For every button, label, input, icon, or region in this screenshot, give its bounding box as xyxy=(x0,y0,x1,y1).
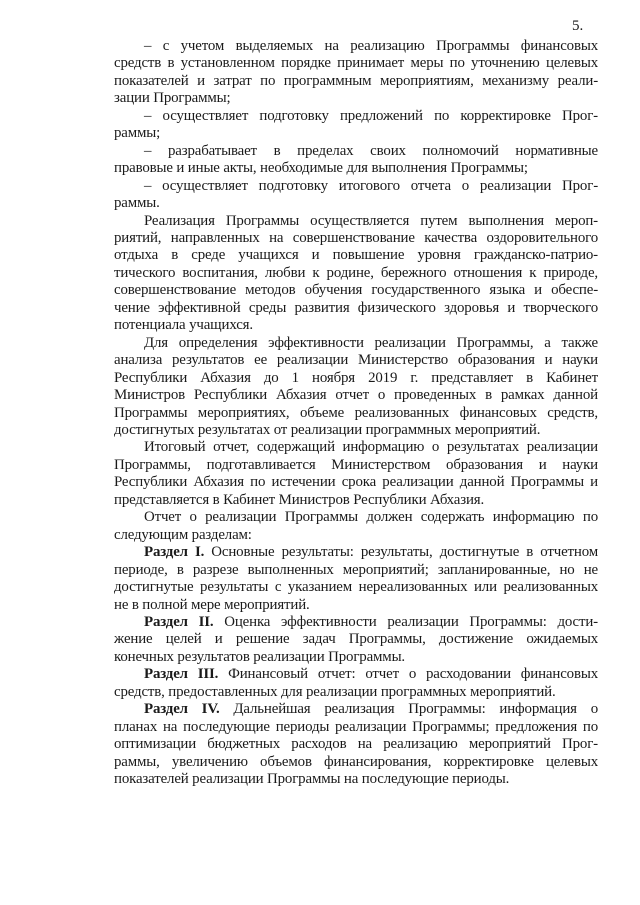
paragraph xyxy=(114,335,598,440)
text-line xyxy=(114,666,598,683)
line-text: – осуществляет подготовку итогового отчета о реализации Прог- xyxy=(144,177,598,194)
text-line xyxy=(114,492,598,509)
line-text: конечных результатов реализации Программы. xyxy=(114,648,406,665)
line-text: средств в установленном порядке принимает меры по уточнению целевых xyxy=(114,55,598,72)
text-line xyxy=(114,370,598,387)
text-line xyxy=(114,230,598,247)
paragraph xyxy=(114,178,598,213)
line-text: совершенствование методов обучения государственного языка и обеспе- xyxy=(114,282,598,299)
text-line xyxy=(114,195,598,212)
text-line xyxy=(114,125,598,142)
line-text: раммы; xyxy=(114,125,161,142)
text-line xyxy=(114,649,598,666)
line-text: Для определения эффективности реализации Программы, а также xyxy=(144,334,598,351)
paragraph xyxy=(114,213,598,335)
text-line xyxy=(114,439,598,456)
text-line xyxy=(114,90,598,107)
line-text: правовые и иные акты, необходимые для выполнения Программы; xyxy=(114,160,528,177)
text-line xyxy=(114,614,598,631)
line-text: жение целей и решение задач Программы, достижение ожидаемых xyxy=(114,631,598,648)
line-text: риятий, направленных на совершенствование качества оздоровительного xyxy=(114,229,598,246)
text-line xyxy=(114,684,598,701)
line-text: Министров Республики Абхазия отчет о проведенных в рамках данной xyxy=(114,387,598,404)
line-text: анализа результатов ее реализации Министерство образования и науки xyxy=(114,352,598,369)
text-line xyxy=(114,178,598,195)
text-line xyxy=(114,562,598,579)
text-line xyxy=(114,405,598,422)
line-text: Дальнейшая реализация Программы: информация о xyxy=(219,701,598,718)
text-line xyxy=(114,213,598,230)
text-line xyxy=(114,771,598,788)
line-text: – разрабатывает в пределах своих полномочий нормативные xyxy=(144,142,598,159)
page-number: 5. xyxy=(572,18,584,34)
text-line xyxy=(114,38,598,55)
line-text: – с учетом выделяемых на реализацию Программы финансовых xyxy=(144,38,598,54)
text-line xyxy=(114,265,598,282)
line-text: планах на последующие периоды реализации Программы; предложения по xyxy=(114,718,598,735)
section-heading: Раздел IV. xyxy=(144,701,220,718)
section-heading: Раздел I. xyxy=(144,544,205,561)
line-text: потенциала учащихся. xyxy=(114,317,253,334)
line-text: Республики Абхазия до 1 ноября 2019 г. представляет в Кабинет xyxy=(114,369,598,386)
line-text: Республики Абхазия по истечении срока реализации данной Программы и xyxy=(114,474,598,491)
line-text: Программы мероприятиях, объеме реализованных финансовых средств, xyxy=(114,404,598,421)
text-line xyxy=(114,544,598,561)
text-line xyxy=(114,335,598,352)
line-text: периоде, в разрезе выполненных мероприятий; запланированные, но не xyxy=(114,561,598,578)
text-line xyxy=(114,597,598,614)
paragraph xyxy=(114,143,598,178)
line-text: следующим разделам: xyxy=(114,526,252,543)
line-text: представляется в Кабинет Министров Республики Абхазия. xyxy=(114,491,485,508)
text-line xyxy=(114,527,598,544)
text-line xyxy=(114,352,598,369)
text-line xyxy=(114,631,598,648)
text-line xyxy=(114,73,598,90)
text-line xyxy=(114,55,598,72)
text-line xyxy=(114,317,598,334)
section-heading: Раздел II. xyxy=(144,613,214,630)
line-text: отдыха в среде учащихся и повышение уровня гражданско-патрио- xyxy=(114,247,598,264)
line-text: Реализация Программы осуществляется путем выполнения мероп- xyxy=(144,212,598,229)
line-text: чение эффективной среды развития физического здоровья и творческого xyxy=(114,299,598,316)
line-text: показателей реализации Программы на последующие периоды. xyxy=(114,771,510,788)
paragraph xyxy=(114,544,598,614)
line-text: – осуществляет подготовку предложений по корректировке Прог- xyxy=(144,107,598,124)
paragraph xyxy=(114,38,598,108)
line-text: раммы. xyxy=(114,195,160,212)
text-line xyxy=(114,701,598,718)
text-line xyxy=(114,457,598,474)
line-text: достигнутых результатах от реализации программных мероприятий. xyxy=(114,421,541,438)
line-text: средств, предоставленных для реализации программных мероприятий. xyxy=(114,683,556,700)
line-text: Оценка эффективности реализации Программы: дости- xyxy=(213,613,598,630)
line-text: зации Программы; xyxy=(114,90,231,107)
paragraph xyxy=(114,509,598,544)
document-body xyxy=(114,38,598,788)
text-line xyxy=(114,422,598,439)
paragraph xyxy=(114,701,598,788)
line-text: Итоговый отчет, содержащий информацию о результатах реализации xyxy=(144,439,598,456)
text-line xyxy=(114,387,598,404)
paragraph xyxy=(114,439,598,509)
line-text: раммы, увеличению объемов финансирования, корректировке целевых xyxy=(114,753,598,770)
line-text: не в полной мере мероприятий. xyxy=(114,596,310,613)
line-text: Финансовый отчет: отчет о расходовании финансовых xyxy=(218,666,598,683)
text-line xyxy=(114,719,598,736)
text-line xyxy=(114,579,598,596)
text-line xyxy=(114,754,598,771)
line-text: оптимизации бюджетных расходов на реализацию мероприятий Прог- xyxy=(114,736,598,753)
text-line xyxy=(114,143,598,160)
line-text: Отчет о реализации Программы должен содержать информацию по xyxy=(144,509,598,526)
text-line xyxy=(114,509,598,526)
line-text: достигнутые результаты с указанием нереализованных или реализованных xyxy=(114,579,598,596)
text-line xyxy=(114,108,598,125)
text-line xyxy=(114,247,598,264)
line-text: Основные результаты: результаты, достигнутые в отчетном xyxy=(204,544,598,561)
text-line xyxy=(114,282,598,299)
line-text: показателей и затрат по программным мероприятиям, механизму реали- xyxy=(114,72,598,89)
paragraph xyxy=(114,108,598,143)
line-text: тического воспитания, любви к родине, бережного отношения к природе, xyxy=(114,264,598,281)
section-heading: Раздел III. xyxy=(144,666,219,683)
paragraph xyxy=(114,614,598,666)
text-line xyxy=(114,300,598,317)
line-text: Программы, подготавливается Министерством образования и науки xyxy=(114,456,598,473)
paragraph xyxy=(114,666,598,701)
text-line xyxy=(114,474,598,491)
text-line xyxy=(114,736,598,753)
text-line xyxy=(114,160,598,177)
